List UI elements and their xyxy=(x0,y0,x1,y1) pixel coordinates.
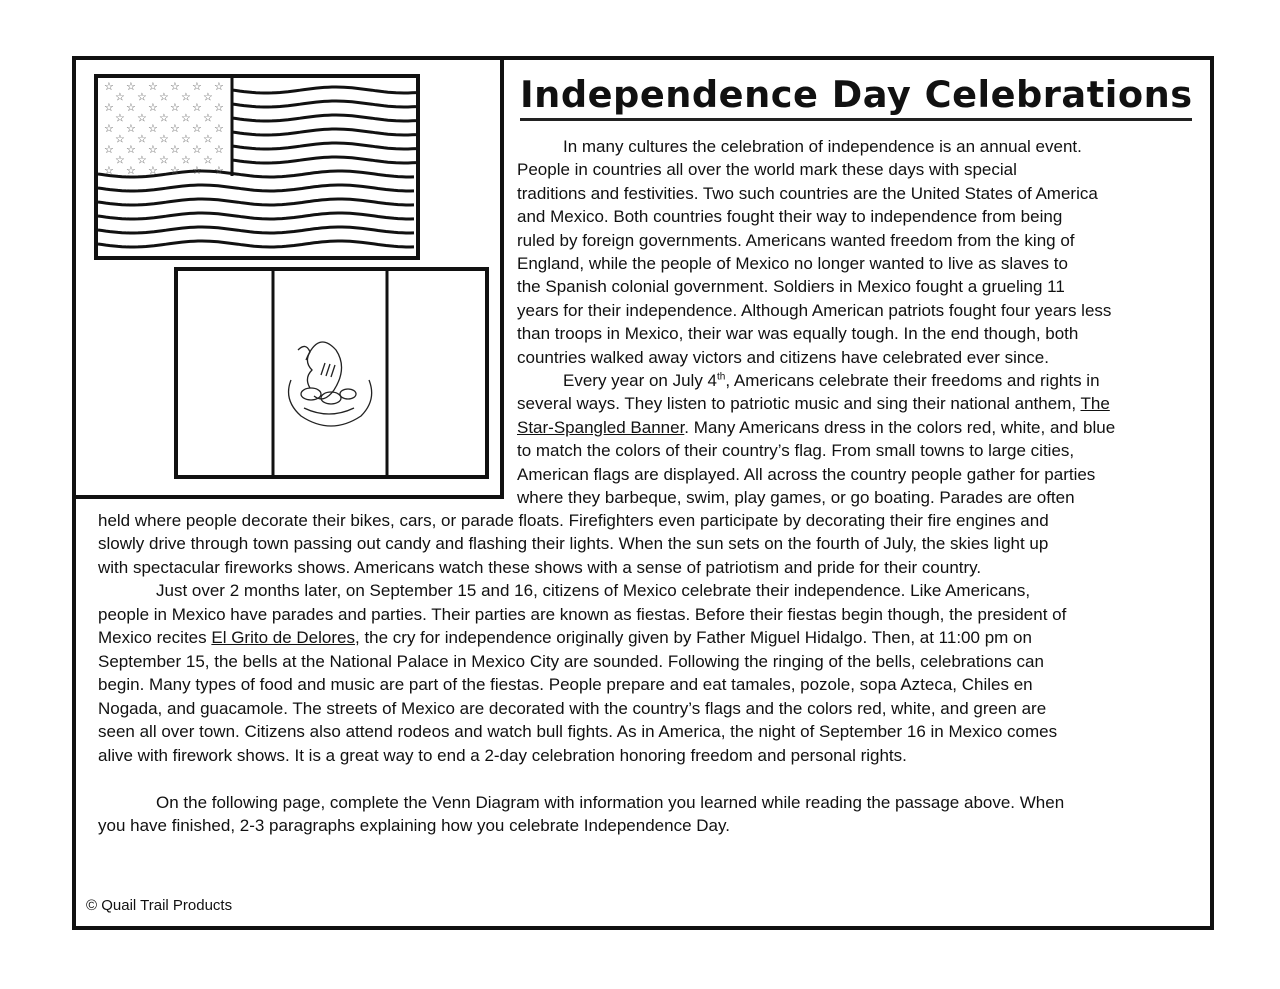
star-icon: ☆ xyxy=(170,81,180,93)
text-segment: you have finished, 2-3 paragraphs explaining how you celebrate Independence Day. xyxy=(98,816,730,836)
star-icon: ☆ xyxy=(203,91,213,104)
passage-line xyxy=(563,370,1100,392)
star-icon: ☆ xyxy=(137,112,147,125)
passage-line xyxy=(98,745,907,767)
star-icon: ☆ xyxy=(192,123,202,135)
copyright-footer: © Quail Trail Products xyxy=(86,897,233,914)
passage-line xyxy=(98,604,1066,626)
text-segment: where they barbeque, swim, play games, or go boating. Parades are often xyxy=(517,488,1075,507)
underlined-title: Star-Spangled Banner xyxy=(517,417,685,437)
text-segment: begin. Many types of food and music are part of the fiestas. People prepare and eat tamales, pozole, sopa Azteca, Chiles en xyxy=(98,675,1033,695)
text-segment: ruled by foreign governments. Americans wanted freedom from the king of xyxy=(517,230,1075,250)
star-icon: ☆ xyxy=(115,154,125,167)
flags-illustration xyxy=(76,60,500,495)
star-icon: ☆ xyxy=(214,165,224,177)
passage-line xyxy=(517,206,1062,228)
page-title: Independence Day Celebrations xyxy=(520,72,1192,121)
star-icon: ☆ xyxy=(159,154,169,167)
passage-line xyxy=(98,557,981,579)
text-segment: . Many Americans dress in the colors red, white, and blue xyxy=(684,417,1116,437)
passage-line xyxy=(563,136,1082,158)
star-icon: ☆ xyxy=(203,133,213,146)
text-segment: traditions and festivities. Two such countries are the United States of America xyxy=(517,183,1098,203)
text-segment: and Mexico. Both countries fought their way to independence from being xyxy=(517,207,1063,227)
american-flag-illustration xyxy=(96,76,418,258)
star-icon: ☆ xyxy=(137,154,147,167)
text-segment: slowly drive through town passing out candy and flashing their lights. When the sun sets on the fourth of July, the skies light up xyxy=(98,534,1049,554)
text-segment: American flags are displayed. All across the country people gather for parties xyxy=(517,464,1096,484)
star-icon: ☆ xyxy=(104,123,114,135)
passage-line xyxy=(517,440,1074,462)
star-icon: ☆ xyxy=(104,81,114,93)
passage-line xyxy=(517,393,1110,415)
flags-image-box xyxy=(72,56,504,499)
star-icon: ☆ xyxy=(159,112,169,125)
star-icon: ☆ xyxy=(170,165,180,177)
star-icon: ☆ xyxy=(148,102,158,114)
star-icon: ☆ xyxy=(126,165,136,177)
passage-line xyxy=(517,347,1049,369)
star-icon: ☆ xyxy=(170,144,180,156)
star-icon: ☆ xyxy=(115,91,125,104)
star-icon: ☆ xyxy=(181,133,191,146)
passage-line xyxy=(98,721,1057,743)
star-icon: ☆ xyxy=(126,81,136,93)
star-icon: ☆ xyxy=(214,123,224,135)
star-icon: ☆ xyxy=(192,102,202,114)
star-icon: ☆ xyxy=(214,102,224,114)
passage-line xyxy=(517,159,1017,181)
passage-line xyxy=(156,792,1064,814)
passage-line xyxy=(98,698,1046,720)
text-segment: people in Mexico have parades and parties. Their parties are known as fiestas. Before their fiestas begin though, the president of xyxy=(98,604,1067,624)
passage-line xyxy=(98,510,1049,532)
star-icon: ☆ xyxy=(104,144,114,156)
text-segment: held where people decorate their bikes, cars, or parade floats. Firefighters even participate by decorating their fire engines and xyxy=(98,511,1049,530)
star-icon: ☆ xyxy=(192,144,202,156)
passage-line xyxy=(517,183,1098,205)
passage-line xyxy=(517,323,1078,345)
text-segment: than troops in Mexico, their war was equally tough. In the end though, both xyxy=(517,324,1079,344)
mexican-flag-illustration xyxy=(176,269,487,477)
text-segment: Just over 2 months later, on September 15 and 16, citizens of Mexico celebrate their independence. Like Americans, xyxy=(156,581,1031,601)
star-icon: ☆ xyxy=(214,144,224,156)
text-segment: , the cry for independence originally given by Father Miguel Hidalgo. Then, at 11:00 pm on xyxy=(355,628,1032,648)
text-segment: several ways. They listen to patriotic music and sing their national anthem, xyxy=(517,394,1081,414)
passage-line xyxy=(98,533,1048,555)
star-icon: ☆ xyxy=(148,81,158,93)
passage-line xyxy=(98,627,1032,649)
text-segment: Mexico recites xyxy=(98,628,212,648)
star-icon: ☆ xyxy=(181,112,191,125)
text-segment: the Spanish colonial government. Soldiers in Mexico fought a grueling 11 xyxy=(517,277,1065,297)
passage-line xyxy=(517,487,1075,509)
text-segment: September 15, the bells at the National Palace in Mexico City are sounded. Following the ringing of the bells, celebrations can xyxy=(98,651,1044,671)
text-segment: , Americans celebrate their freedoms and rights in xyxy=(725,371,1100,390)
star-icon: ☆ xyxy=(159,133,169,146)
text-segment: Every year on July 4 xyxy=(563,371,718,390)
passage-line xyxy=(156,580,1030,602)
star-icon: ☆ xyxy=(203,154,213,167)
passage-line xyxy=(517,230,1075,252)
passage-line xyxy=(517,276,1065,298)
star-icon: ☆ xyxy=(126,102,136,114)
star-icon: ☆ xyxy=(126,144,136,156)
text-segment: Nogada, and guacamole. The streets of Mexico are decorated with the country’s flags and the colors red, white, and green are xyxy=(98,698,1047,718)
text-segment: In many cultures the celebration of independence is an annual event. xyxy=(563,137,1082,156)
star-icon: ☆ xyxy=(104,165,114,177)
text-segment: seen all over town. Citizens also attend rodeos and watch bull fights. As in America, the night of September 16 in Mexico comes xyxy=(98,722,1058,742)
star-icon: ☆ xyxy=(148,123,158,135)
star-icon: ☆ xyxy=(148,144,158,156)
passage-line xyxy=(517,417,1115,439)
text-segment: countries walked away victors and citizens have celebrated ever since. xyxy=(517,347,1049,367)
star-icon: ☆ xyxy=(203,112,213,125)
star-icon: ☆ xyxy=(159,91,169,104)
star-icon: ☆ xyxy=(115,112,125,125)
underlined-title: El Grito de Delores xyxy=(211,628,355,648)
passage-line xyxy=(517,464,1095,486)
text-segment: alive with firework shows. It is a great way to end a 2-day celebration honoring freedom and personal rights. xyxy=(98,745,907,765)
star-icon: ☆ xyxy=(181,154,191,167)
star-icon: ☆ xyxy=(104,102,114,114)
text-segment: with spectacular fireworks shows. Americans watch these shows with a sense of patriotism and pride for their country. xyxy=(98,557,982,577)
text-segment: England, while the people of Mexico no longer wanted to live as slaves to xyxy=(517,254,1068,273)
text-segment: th xyxy=(717,371,726,383)
passage-line xyxy=(98,815,730,837)
star-icon: ☆ xyxy=(181,91,191,104)
star-icon: ☆ xyxy=(137,91,147,104)
text-segment: years for their independence. Although American patriots fought four years less xyxy=(517,300,1112,320)
passage-line xyxy=(517,300,1111,322)
passage-line xyxy=(98,651,1044,673)
star-icon: ☆ xyxy=(192,165,202,177)
star-icon: ☆ xyxy=(170,123,180,135)
star-icon: ☆ xyxy=(115,133,125,146)
star-icon: ☆ xyxy=(192,81,202,93)
passage-line xyxy=(98,674,1033,696)
text-segment: On the following page, complete the Venn Diagram with information you learned while reading the passage above. When xyxy=(156,793,1065,812)
text-segment: People in countries all over the world mark these days with special xyxy=(517,160,1017,180)
underlined-title: The xyxy=(1080,394,1110,414)
star-icon: ☆ xyxy=(214,81,224,93)
star-icon: ☆ xyxy=(137,133,147,146)
star-icon: ☆ xyxy=(170,102,180,114)
star-icon: ☆ xyxy=(126,123,136,135)
text-segment: to match the colors of their country’s flag. From small towns to large cities, xyxy=(517,441,1075,461)
star-icon: ☆ xyxy=(148,165,158,177)
passage-line xyxy=(517,253,1068,275)
